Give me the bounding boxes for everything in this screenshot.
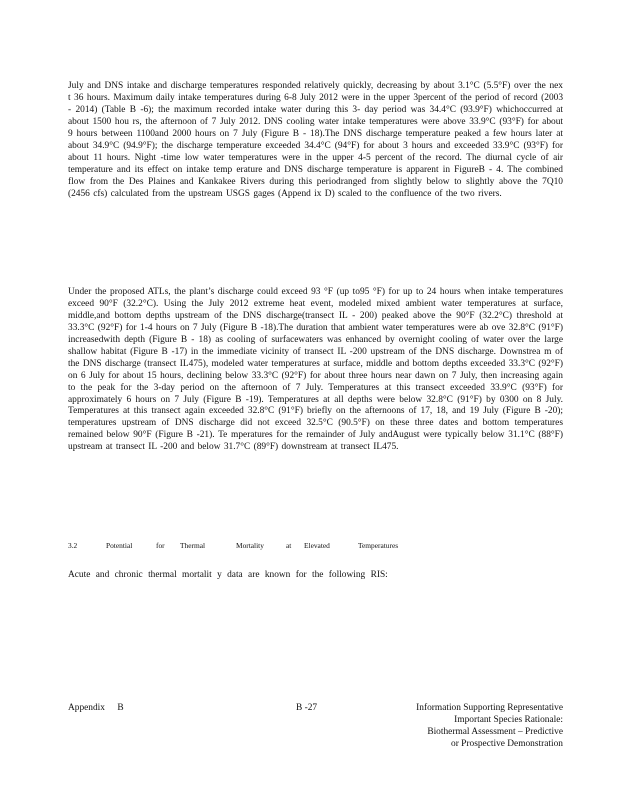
section-number: 3.2 — [68, 541, 78, 550]
footer-title-line-3: Biothermal Assessment – Predictive — [427, 726, 563, 737]
footer-appendix-label: Appendix B — [68, 703, 124, 713]
footer-title-line-2: Important Species Rationale: — [454, 714, 563, 725]
footer-page-number: B -27 — [296, 703, 318, 713]
section-title-word-3: Thermal — [180, 541, 206, 550]
section-title-word-4: Mortality — [236, 541, 264, 550]
paragraph-temperature-response: July and DNS intake and discharge temperatures responded relatively quickly, decreasing by about 3.1°C (5.5°F) over the nex t 36 hours. Maximum daily intake temperatures during 6-8 July 2012 were in the upper 3percent of the period of record (2003 - 2014) (Table B -6); the maximum recorded intake water during this 3- day period was 34.4°C (93.9°F) whichoccurred at about 1500 hou rs, the afternoon of 7 July 2012. DNS cooling water intake temperatures were above 33.9°C (93°F) for about 9 hours between 1100and 2000 hours on 7 July (Figure B - 18).The DNS discharge temperature peaked a few hours later at about 34.9°C (94.9°F); the discharge temperature exceeded 34.4°C (94°F) for about 3 hours and exceeded 33.9°C (93°F) for about 11 hours. Night -time low water temperatures were in the upper 4-5 percent of the record. The diurnal cycle of air temperature and its effect on intake temp erature and DNS discharge temperature is apparent in FigureB - 4. The combined flow from the Des Plaines and Kankakee Rivers during this periodranged from slightly below to slightly above the 7Q10 (2456 cfs) calculated from the upstream USGS gages (Append ix D) scaled to the confluence of the two rivers. — [68, 81, 563, 199]
section-title-word-5: at — [286, 541, 292, 550]
footer-document-title — [330, 703, 563, 751]
paragraph-proposed-atls: Under the proposed ATLs, the plant’s discharge could exceed 93 °F (up to95 °F) for up to 24 hours when intake temperatures exceed 90°F (32.2°C). Using the July 2012 extreme heat event, modeled mixed ambient water temperatures at surface, middle,and bottom depths upstream of the DNS discharge(transect IL - 200) peaked above the 90°F (32.2°C) threshold at 33.3°C (92°F) for 1-4 hours on 7 July (Figure B -18).The duration that ambient water temperatures were ab ove 32.8°C (91°F) increasedwith depth (Figure B - 18) as cooling of surfacewaters was enhanced by overnight cooling of water over the large shallow habitat (Figure B -17) in the immediate vicinity of transect IL -200 upstream of the DNS discharge. Downstrea m of the DNS discharge (transect IL475), modeled water temperatures at surface, middle and bottom depths exceeded 33.3°C (92°F) on 6 July for about 15 hours, declining below 33.3°C (92°F) for about three hours near dawn on 7 July, then increasing again to the peak for the 3-day period on the afternoon of 7 July. Temperatures at this transect exceeded 33.9°C (93°F) for approximately 6 hours on 7 July (Figure B -19). Temperatures at all depths were below 32.8°C (91°F) by 0300 on 8 July. Temperatures at this transect again exceeded 32.8°C (91°F) briefly on the afternoons of 17, 18, and 19 July (Figure B -20); temperatures upstream of DNS discharge did not exceed 32.5°C (90.5°F) on these three dates and bottom temperatures remained below 90°F (Figure B -21). Te mperatures for the remainder of July andAugust were typically below 31.1°C (88°F) upstream at transect IL -200 and below 31.7°C (89°F) downstream at transect IL475. — [68, 287, 563, 453]
footer-title-line-1: Information Supporting Representative — [416, 703, 563, 713]
section-title-word-6: Elevated — [304, 541, 330, 550]
section-heading — [68, 540, 563, 552]
section-title-word-2: for — [156, 541, 165, 550]
ris-intro-text: Acute and chronic thermal mortalit y data are known for the following RIS: — [68, 570, 388, 581]
footer-title-line-4: or Prospective Demonstration — [451, 738, 563, 749]
section-title-word-7: Temperatures — [358, 541, 399, 550]
section-title-word-1: Potential — [106, 541, 133, 550]
